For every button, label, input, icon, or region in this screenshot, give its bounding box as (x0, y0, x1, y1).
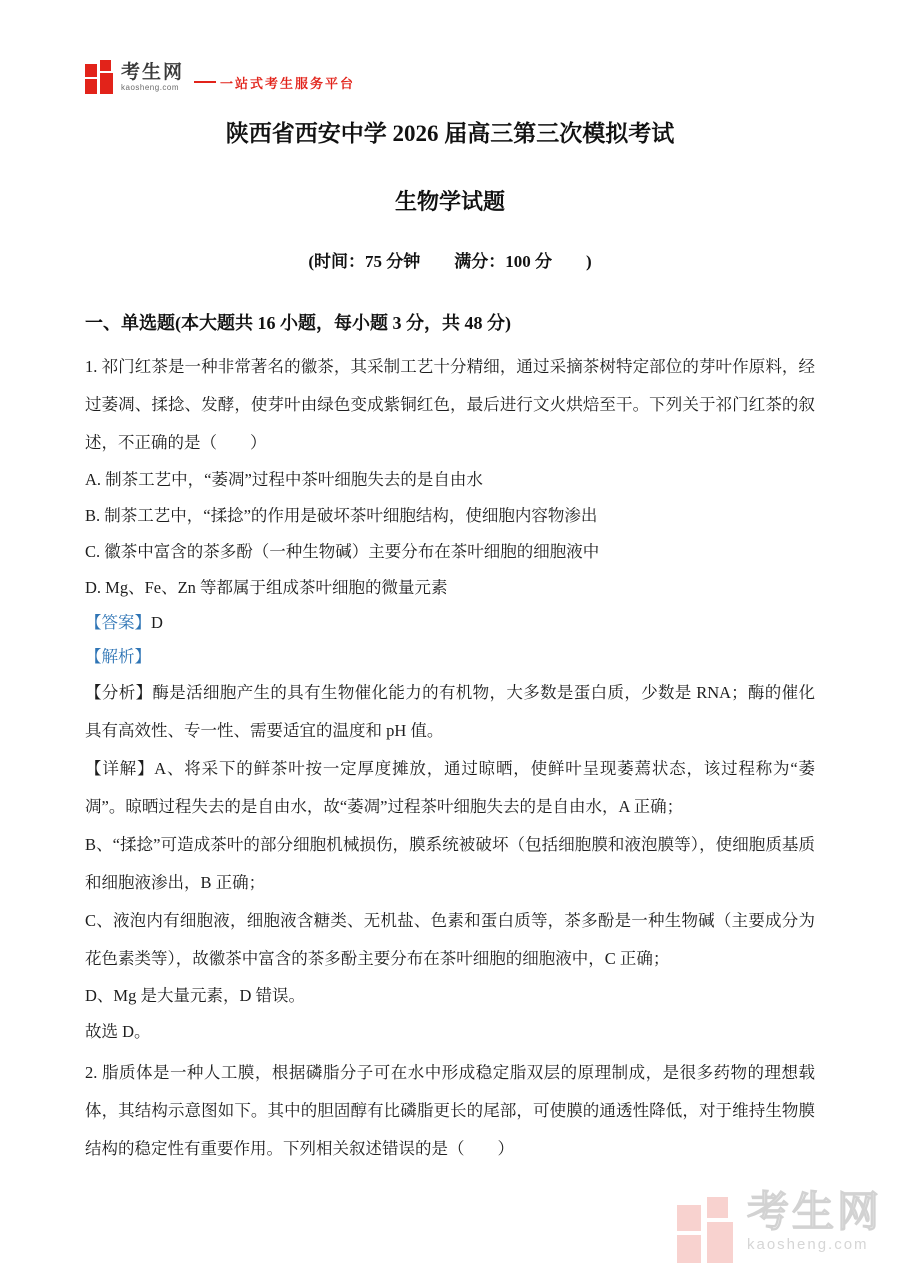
logo-block (100, 73, 113, 94)
conclusion-line: 故选 D。 (85, 1022, 151, 1041)
answer-label: 【答案】 (85, 613, 151, 632)
exam-subtitle: 生物学试题 (394, 189, 505, 214)
watermark-logo-block (707, 1222, 733, 1263)
exam-title: 陕西省西安中学 2026 届高三第三次模拟考试 (225, 121, 675, 146)
section-heading: 一、单选题(本大题共 16 小题，每小题 3 分，共 48 分) (85, 313, 511, 333)
detail-paragraph-d: D、Mg 是大量元素，D 错误。 (85, 986, 306, 1005)
kaosheng-logo-icon (85, 60, 115, 94)
watermark-logo-icon (677, 1197, 739, 1263)
question-2-stem: 2. 脂质体是一种人工膜，根据磷脂分子可在水中形成稳定脂双层的原理制成，是很多药物的理想载体，其结构示意图如下。其中的胆固醇有比磷脂更长的尾部，可使膜的通透性降低，对于维持生物膜结构的稳定性有重要作用。下列相关叙述错误的是（ ） (85, 1063, 815, 1158)
tagline-dash (194, 81, 216, 83)
watermark (677, 1188, 882, 1263)
question-1-option-d: D. Mg、Fe、Zn 等都属于组成茶叶细胞的微量元素 (85, 578, 448, 597)
answer-row (85, 606, 815, 640)
detail-paragraph-a: 【详解】A、将采下的鲜茶叶按一定厚度摊放，通过晾晒，使鲜叶呈现萎蔫状态，该过程称为“萎凋”。晾晒过程失去的是自由水，故“萎凋”过程茶叶细胞失去的是自由水，A 正确； (85, 759, 815, 816)
watermark-name: 考生网 (746, 1188, 882, 1235)
watermark-logo-block (677, 1235, 701, 1263)
logo-block (85, 64, 97, 77)
brand-domain: kaosheng.com (121, 82, 180, 92)
explanation-label: 【解析】 (85, 647, 151, 666)
watermark-logo-block (707, 1197, 728, 1218)
explanation-row (85, 640, 815, 674)
watermark-domain: kaosheng.com (746, 1236, 869, 1253)
site-logo (85, 56, 815, 98)
question-1-option-a: A. 制茶工艺中，“萎凋”过程中茶叶细胞失去的是自由水 (85, 470, 483, 489)
watermark-text (746, 1188, 882, 1253)
page-content (0, 56, 900, 1168)
question-1-option-b: B. 制茶工艺中，“揉捻”的作用是破坏茶叶细胞结构，使细胞内容物渗出 (85, 506, 598, 525)
brand-name: 考生网 (121, 61, 185, 83)
exam-meta: (时间：75 分钟 满分：100 分 ) (308, 252, 592, 271)
detail-paragraph-b: B、“揉捻”可造成茶叶的部分细胞机械损伤，膜系统被破坏（包括细胞膜和液泡膜等），使细胞质基质和细胞液渗出，B 正确； (85, 835, 815, 892)
logo-block (100, 60, 111, 71)
brand-tagline-wrap (194, 73, 355, 92)
brand-tagline: 一站式考生服务平台 (220, 75, 356, 91)
brand-text (121, 63, 184, 92)
answer-value: D (151, 613, 163, 632)
watermark-logo-block (677, 1205, 701, 1231)
question-1-stem: 1. 祁门红茶是一种非常著名的徽茶，其采制工艺十分精细，通过采摘茶树特定部位的芽叶作原料，经过萎凋、揉捻、发酵，使芽叶由绿色变成紫铜红色，最后进行文火烘焙至干。下列关于祁门红茶的叙述，不正确的是（ ） (85, 357, 815, 452)
logo-block (85, 79, 97, 94)
question-1-option-c: C. 徽茶中富含的茶多酚（一种生物碱）主要分布在茶叶细胞的细胞液中 (85, 542, 600, 561)
analysis-paragraph: 【分析】酶是活细胞产生的具有生物催化能力的有机物，大多数是蛋白质，少数是 RNA；酶的催化具有高效性、专一性、需要适宜的温度和 pH 值。 (85, 683, 815, 740)
detail-paragraph-c: C、液泡内有细胞液，细胞液含糖类、无机盐、色素和蛋白质等，茶多酚是一种生物碱（主要成分为花色素类等），故徽茶中富含的茶多酚主要分布在茶叶细胞的细胞液中，C 正确； (85, 911, 815, 968)
